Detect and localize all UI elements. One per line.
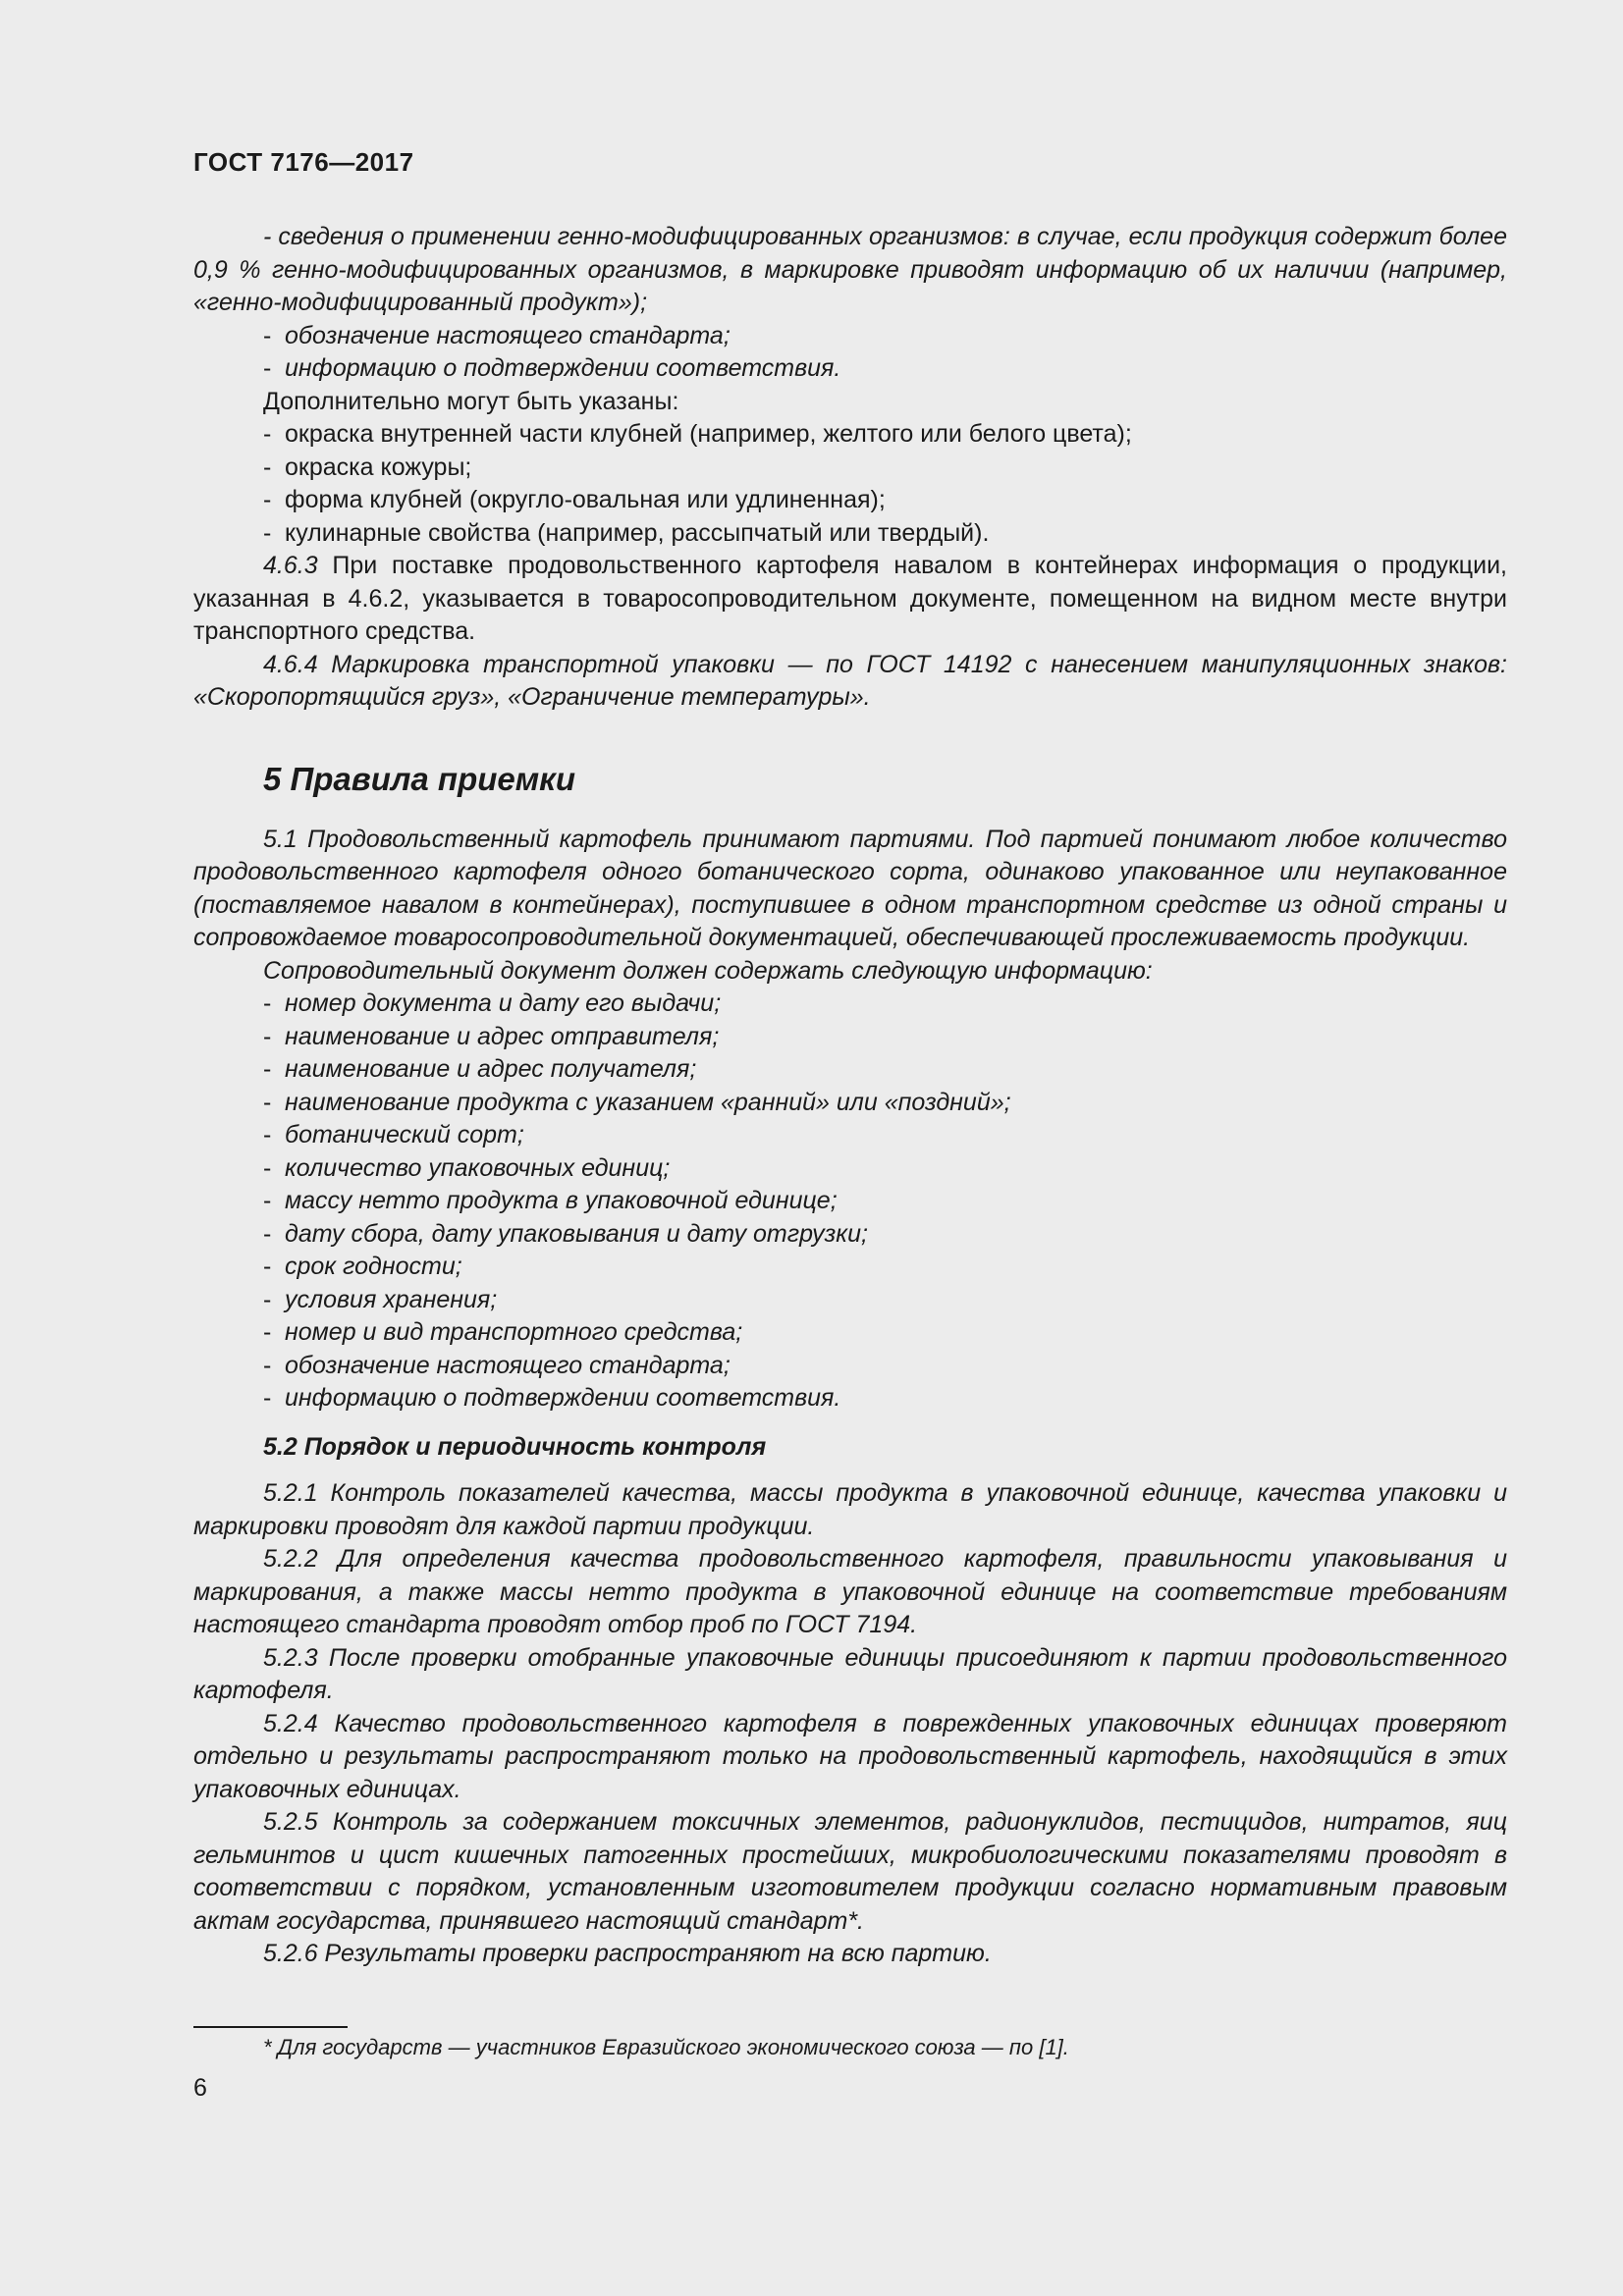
list-item: - кулинарные свойства (например, рассыпчатый или твердый). bbox=[263, 518, 990, 547]
paragraph-gmo: - сведения о применении генно-модифицированных организмов: в случае, если продукция содержит более 0,9 % генно-модифицированных организмов, в маркировке приводят информацию об их наличии (например, «генно-модифицированный продукт»); bbox=[193, 223, 1507, 316]
paragraph-5-1: 5.1 Продовольственный картофель принимают партиями. Под партией понимают любое количество продовольственного картофеля одного ботанического сорта, одинаково упакованное или неупакованное (поставляемое навалом в контейнерах), поступившее в одном транспортном средстве из одной страны и сопровождаемое товаросопроводительной документацией, обеспечивающей прослеживаемость продукции. bbox=[193, 825, 1507, 951]
paragraph-5-2-2: 5.2.2 Для определения качества продовольственного картофеля, правильности упаковывания и маркирования, а также массы нетто продукта в упаковочной единице на соответствие требованиям настоящего стандарта проводят отбор проб по ГОСТ 7194. bbox=[193, 1545, 1507, 1638]
list-item: - форма клубней (округло-овальная или удлиненная); bbox=[263, 486, 886, 513]
list-item: - ботанический сорт; bbox=[263, 1121, 524, 1148]
footnote-divider bbox=[193, 2026, 348, 2028]
page-number: 6 bbox=[193, 2074, 207, 2102]
paragraph-4-6-3: 4.6.3 При поставке продовольственного картофеля навалом в контейнерах информация о продукции, указанная в 4.6.2, указывается в товаросопроводительном документе, помещенном на видном месте внутри транспортного средства. bbox=[193, 552, 1507, 645]
paragraph-5-2-5: 5.2.5 Контроль за содержанием токсичных элементов, радионуклидов, пестицидов, нитратов, яиц гельминтов и цист кишечных патогенных простейших, микробиологическими показателями проводят в соответствии с порядком, установленным изготовителем продукции согласно нормативным правовым актам государства, принявшего настоящий стандарт*. bbox=[193, 1808, 1507, 1935]
list-item: - наименование продукта с указанием «ранний» или «поздний»; bbox=[263, 1088, 1011, 1116]
list-item: - номер документа и дату его выдачи; bbox=[263, 989, 722, 1017]
paragraph-additional-intro: Дополнительно могут быть указаны: bbox=[263, 387, 679, 415]
list-item: - дату сбора, дату упаковывания и дату отгрузки; bbox=[263, 1219, 868, 1248]
list-item: - срок годности; bbox=[263, 1253, 462, 1280]
list-item: - условия хранения; bbox=[263, 1285, 498, 1313]
subsection-title: 5.2 Порядок и периодичность контроля bbox=[263, 1432, 767, 1461]
paragraph-doc-intro: Сопроводительный документ должен содержать следующую информацию: bbox=[263, 956, 1153, 985]
list-item: - количество упаковочных единиц; bbox=[263, 1153, 671, 1182]
list-item: - окраска кожуры; bbox=[263, 453, 472, 481]
doc-items-list bbox=[193, 988, 1507, 1415]
list-item: - массу нетто продукта в упаковочной единице; bbox=[263, 1187, 838, 1214]
paragraph-5-2-1: 5.2.1 Контроль показателей качества, массы продукта в упаковочной единице, качества упаковки и маркировки проводят для каждой партии продукции. bbox=[193, 1479, 1507, 1540]
footnote: * Для государств — участников Евразийского экономического союза — по [1]. bbox=[263, 2035, 1069, 2059]
list-item: - обозначение настоящего стандарта; bbox=[263, 1351, 730, 1379]
list-item: - обозначение настоящего стандарта; bbox=[263, 321, 730, 349]
document-header: ГОСТ 7176—2017 bbox=[193, 147, 414, 177]
paragraph-5-2-6: 5.2.6 Результаты проверки распространяют на всю партию. bbox=[263, 1940, 992, 1967]
section-title: 5 Правила приемки bbox=[263, 760, 576, 797]
list-item: - окраска внутренней части клубней (например, желтого или белого цвета); bbox=[263, 420, 1132, 448]
list-item: - наименование и адрес получателя; bbox=[263, 1055, 697, 1083]
paragraph-5-2-3: 5.2.3 После проверки отобранные упаковочные единицы присоединяют к партии продовольственного картофеля. bbox=[193, 1643, 1507, 1704]
list-item: - информацию о подтверждении соответствия. bbox=[263, 354, 841, 382]
paragraph-4-6-4: 4.6.4 Маркировка транспортной упаковки — по ГОСТ 14192 с нанесением манипуляционных знаков: «Скоропортящийся груз», «Ограничение температуры». bbox=[193, 650, 1507, 711]
list-item: - номер и вид транспортного средства; bbox=[263, 1318, 743, 1346]
list-item: - информацию о подтверждении соответствия. bbox=[263, 1384, 841, 1412]
list-item: - наименование и адрес отправителя; bbox=[263, 1022, 720, 1050]
paragraph-5-2-4: 5.2.4 Качество продовольственного картофеля в поврежденных упаковочных единицах проверяют отдельно и результаты распространяют только на продовольственный картофель, находящийся в этих упаковочных единицах. bbox=[193, 1709, 1507, 1803]
document-body bbox=[193, 221, 1507, 1971]
